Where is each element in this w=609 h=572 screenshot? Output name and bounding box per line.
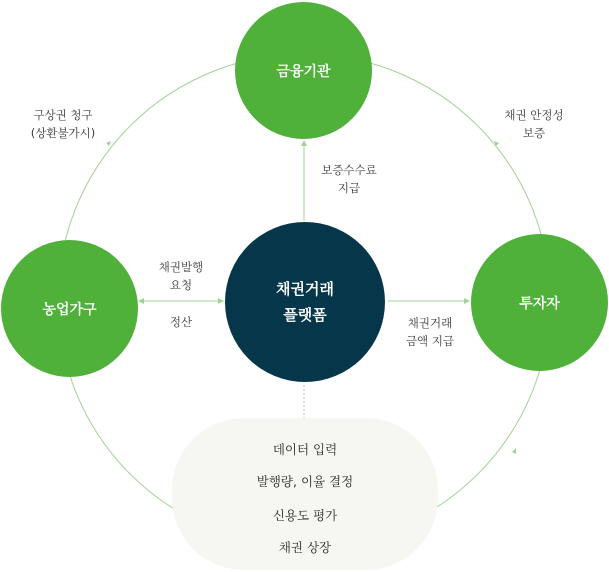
label-subrogation xyxy=(18,106,108,142)
node-platform-label-line1: 채권거래 xyxy=(276,280,334,298)
investor-arrow-head xyxy=(464,298,470,304)
label-stability-line1: 채권 안정성 xyxy=(504,108,564,122)
label-bond-issue xyxy=(148,258,214,294)
panel-item-data-input: 데이터 입력 xyxy=(272,442,338,457)
panel-item-credit-eval: 신용도 평가 xyxy=(272,508,338,523)
label-bond-issue-line2: 요청 xyxy=(169,278,193,292)
label-fee-line1: 보증수수료 xyxy=(321,163,377,177)
node-farmer xyxy=(1,240,138,377)
node-finance xyxy=(235,2,372,139)
label-bond-issue-line1: 채권발행 xyxy=(158,260,204,274)
farmer-arrow-head-left xyxy=(138,298,144,304)
panel-item-listing: 채권 상장 xyxy=(278,540,332,555)
label-trade-pay-line1: 채권거래 xyxy=(407,316,453,330)
farmer-arrow-head-right xyxy=(218,298,224,304)
label-subrogation-line1: 구상권 청구 xyxy=(33,108,93,122)
panel-item-volume-rate: 발행량, 이율 결정 xyxy=(256,474,354,489)
process-panel xyxy=(172,418,438,570)
node-platform xyxy=(225,222,385,382)
label-fee-line2: 지급 xyxy=(337,181,361,195)
node-farmer-label: 농업가구 xyxy=(42,301,97,318)
label-stability-line2: 보증 xyxy=(522,126,546,140)
label-trade-pay xyxy=(392,314,468,350)
label-subrogation-line2: (상환불가시) xyxy=(30,126,96,140)
node-platform-label-line2: 플랫폼 xyxy=(283,306,327,324)
label-settlement: 정산 xyxy=(169,315,193,329)
node-investor-label: 투자자 xyxy=(519,295,560,312)
node-finance-label: 금융기관 xyxy=(276,63,331,80)
label-trade-pay-line2: 금액 지급 xyxy=(405,334,455,348)
label-fee xyxy=(314,161,384,197)
fee-arrow-head xyxy=(301,140,307,146)
label-stability xyxy=(491,106,577,142)
node-investor xyxy=(471,234,608,371)
ring-arrow-bottom-right xyxy=(512,448,516,454)
